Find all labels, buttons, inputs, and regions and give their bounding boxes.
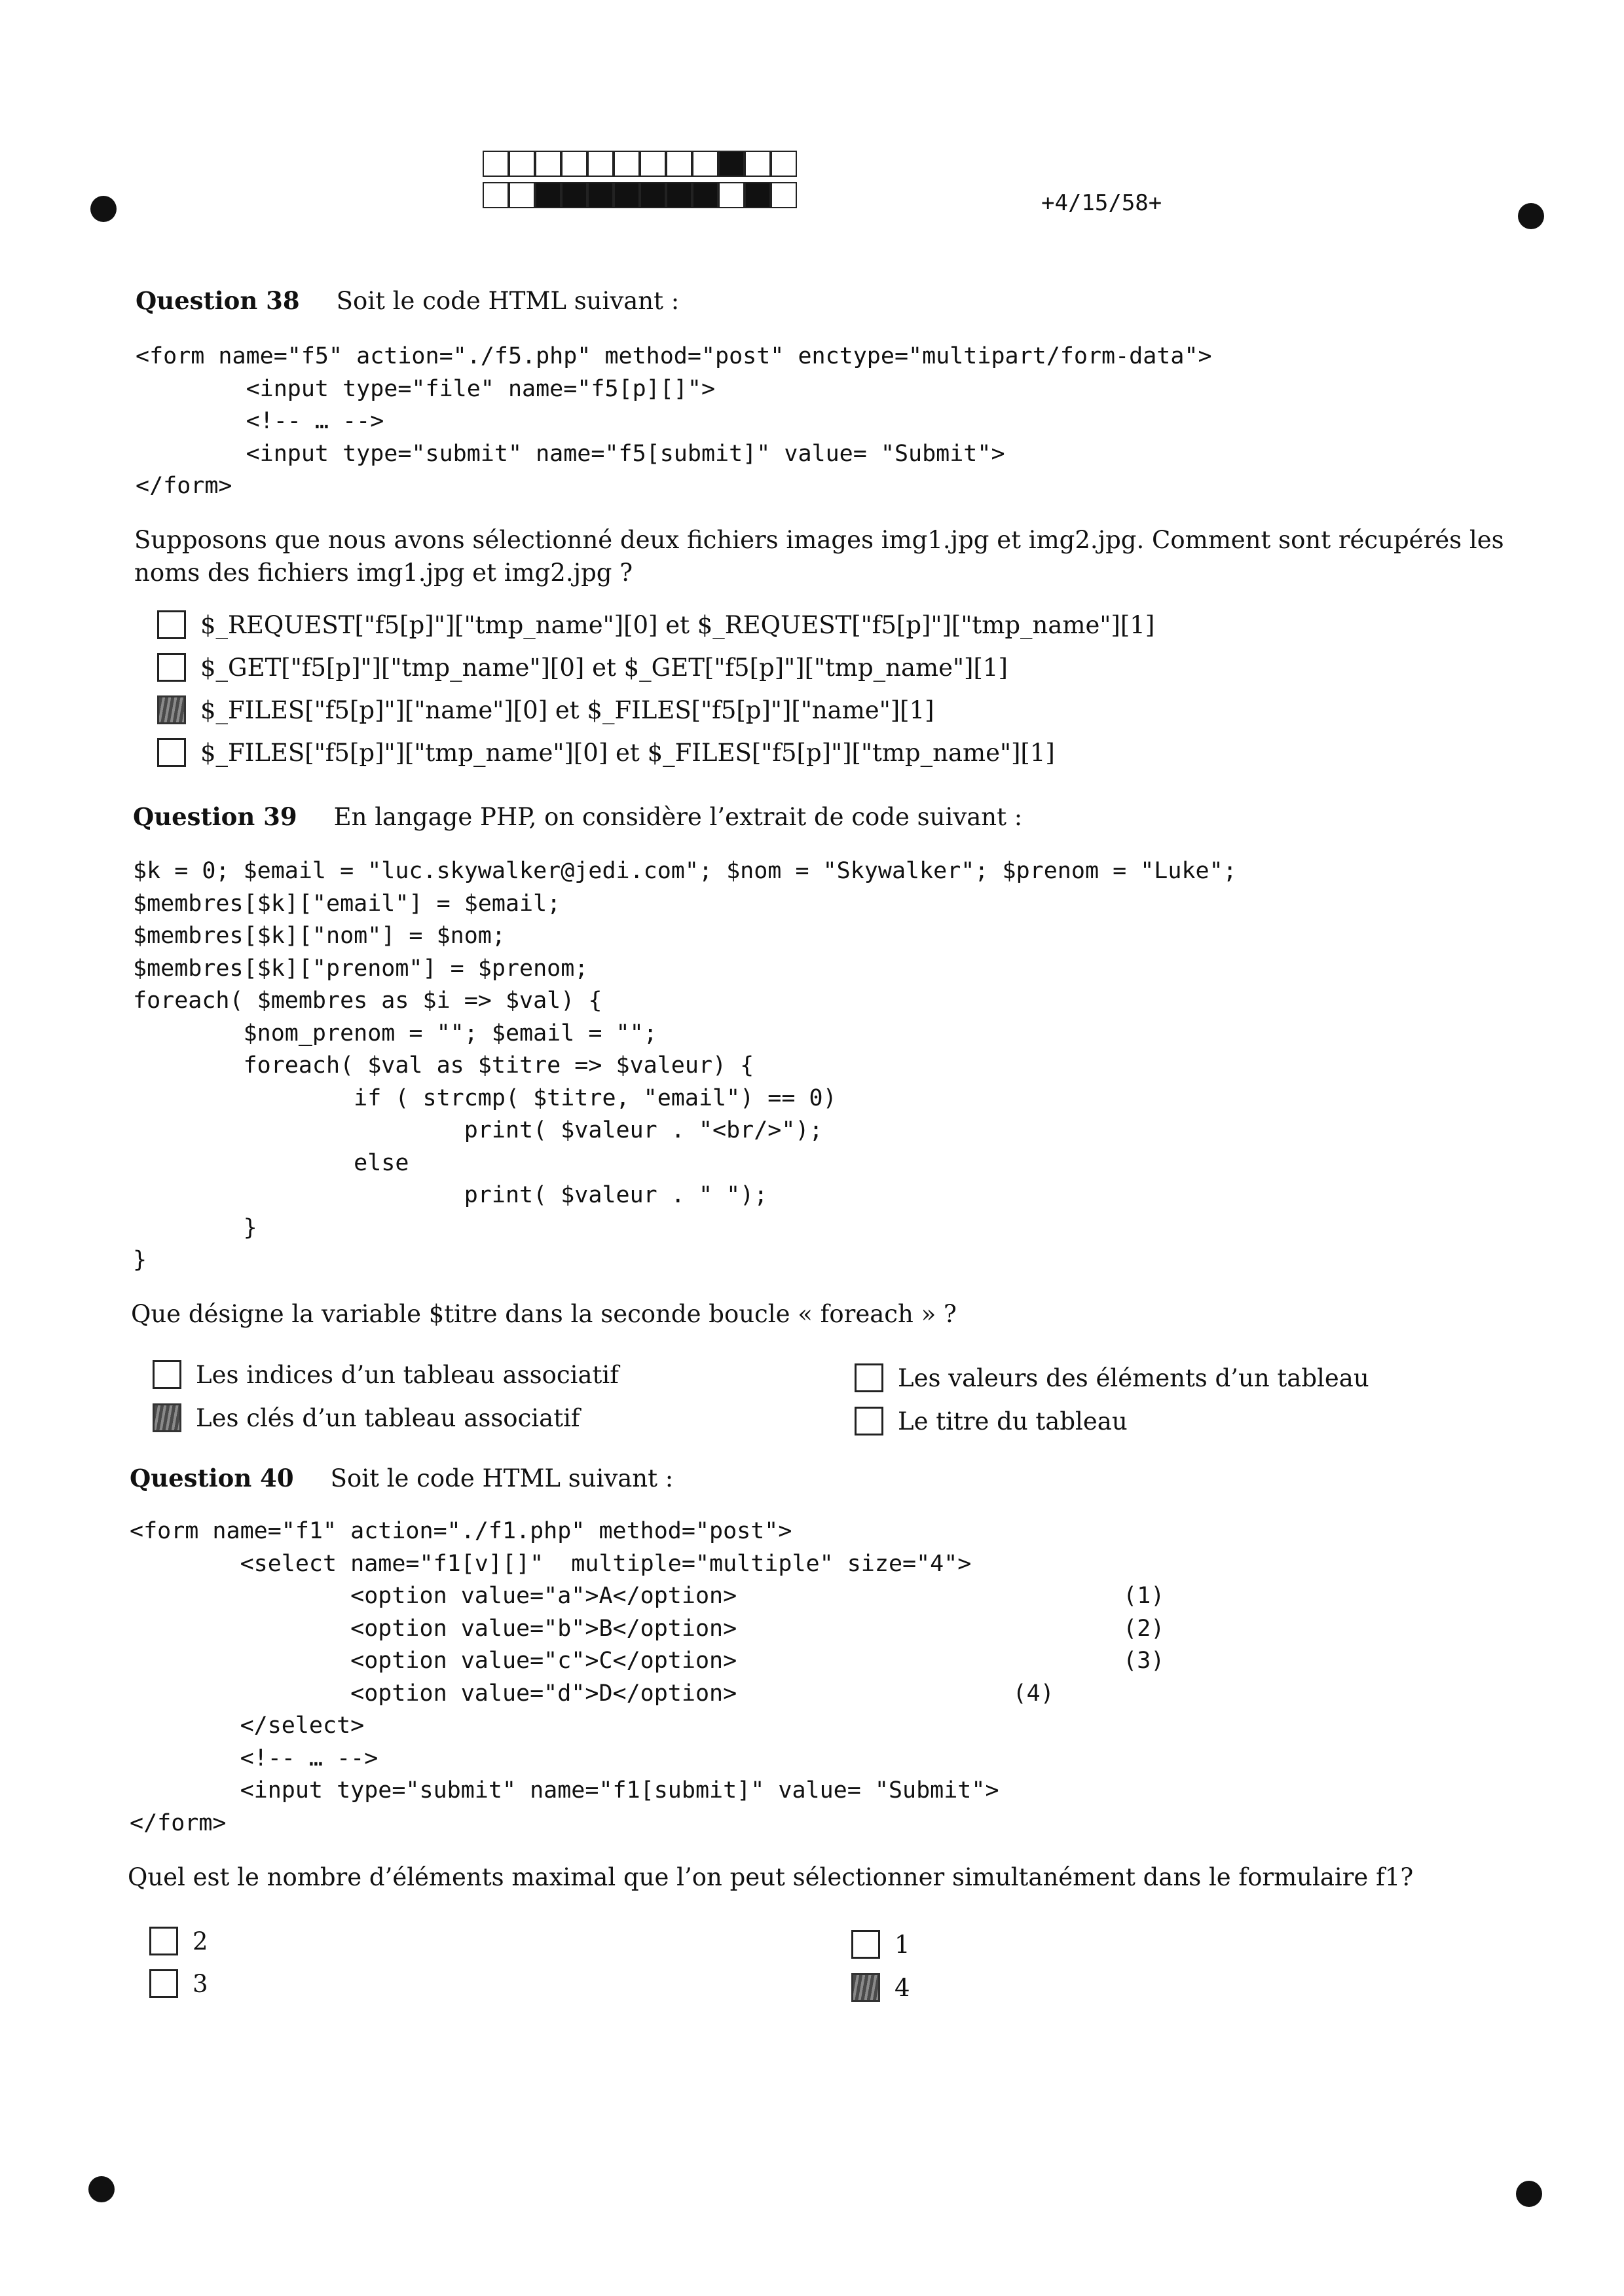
question-intro: En langage PHP, on considère l’extrait de code suivant : [333, 803, 1023, 831]
option-label: Les indices d’un tableau associatif [196, 1360, 619, 1389]
option-label: 4 [895, 1973, 910, 2002]
q39-option-1[interactable] [153, 1360, 619, 1389]
checkbox-checked[interactable] [153, 1403, 181, 1432]
barcode-cell-empty [561, 151, 587, 177]
barcode-row-1 [483, 151, 797, 177]
barcode-cell-empty [483, 151, 509, 177]
checkbox[interactable] [149, 1927, 178, 1955]
q38-option-1[interactable] [157, 610, 1154, 639]
question-number: Question 38 [136, 286, 300, 315]
q39-option-3[interactable] [855, 1363, 1369, 1392]
barcode-cell-filled [718, 151, 745, 177]
q39-option-4[interactable] [855, 1407, 1128, 1435]
option-label: 2 [193, 1927, 208, 1955]
corner-mark-top-left [90, 196, 117, 222]
question-38-header [136, 286, 679, 315]
barcode-cell-empty [771, 182, 797, 208]
corner-mark-top-right [1518, 203, 1544, 229]
q39-code-block: $k = 0; $email = "luc.skywalker@jedi.com"; $nom = "Skywalker"; $prenom = "Luke"; $membres[$k]["email"] = $email; $membres[$k]["nom"] = $nom; $membres[$k]["prenom"] = $prenom; foreach( $membres as $i => $val) { $nom_prenom = ""; $email = ""; foreach( $val as $titre => $valeur) { if ( strcmp( $titre, "email") == 0) print( $valeur . "<br/>"); else print( $valeur . " "); } } [133, 858, 1237, 1273]
q38-option-3[interactable] [157, 695, 934, 724]
q38-option-4[interactable] [157, 738, 1055, 767]
barcode-cell-empty [535, 151, 561, 177]
option-label: $_REQUEST["f5[p]"]["tmp_name"][0] et $_REQUEST["f5[p]"]["tmp_name"][1] [200, 610, 1155, 639]
corner-mark-bottom-left [88, 2176, 115, 2202]
barcode-cell-empty [509, 182, 535, 208]
option-label: Le titre du tableau [898, 1407, 1128, 1435]
option-label: $_FILES["f5[p]"]["tmp_name"][0] et $_FILES["f5[p]"]["tmp_name"][1] [200, 738, 1055, 767]
barcode-cell-filled [692, 182, 718, 208]
option-label: $_GET["f5[p]"]["tmp_name"][0] et $_GET["f5[p]"]["tmp_name"][1] [200, 653, 1008, 682]
checkbox[interactable] [855, 1363, 883, 1392]
barcode-cell-filled [666, 182, 692, 208]
checkbox[interactable] [157, 653, 186, 682]
barcode-cell-empty [509, 151, 535, 177]
q39-option-2[interactable] [153, 1403, 580, 1432]
question-39-header [133, 802, 1022, 831]
checkbox[interactable] [157, 610, 186, 639]
barcode-cell-empty [692, 151, 718, 177]
q38-option-2[interactable] [157, 653, 1008, 682]
option-label: Les clés d’un tableau associatif [196, 1403, 580, 1432]
barcode-cell-empty [483, 182, 509, 208]
barcode-cell-filled [614, 182, 640, 208]
checkbox-checked[interactable] [851, 1973, 880, 2002]
q40-option-2[interactable] [149, 1969, 208, 1998]
q38-code-block: <form name="f5" action="./f5.php" method="post" enctype="multipart/form-data"> <input type="file" name="f5[p][]"> <!-- … --> <input type="submit" name="f5[submit]" value= "Submit"> </form> [136, 343, 1212, 499]
q40-option-4[interactable] [851, 1973, 910, 2002]
corner-mark-bottom-right [1516, 2181, 1542, 2207]
question-number: Question 40 [130, 1464, 294, 1492]
barcode-cell-empty [640, 151, 666, 177]
checkbox[interactable] [153, 1360, 181, 1389]
option-label: $_FILES["f5[p]"]["name"][0] et $_FILES["f5[p]"]["name"][1] [200, 695, 934, 724]
question-intro: Soit le code HTML suivant : [336, 287, 680, 315]
question-number: Question 39 [133, 802, 297, 831]
option-label: 3 [193, 1969, 208, 1998]
barcode-cell-filled [745, 182, 771, 208]
barcode-cell-empty [587, 151, 614, 177]
barcode-cell-filled [535, 182, 561, 208]
question-intro: Soit le code HTML suivant : [330, 1464, 674, 1492]
page-id: +4/15/58+ [1041, 190, 1162, 216]
option-label: 1 [895, 1930, 910, 1959]
q38-question-text: Supposons que nous avons sélectionné deux fichiers images img1.jpg et img2.jpg. Comment sont récupérés les noms des fichiers img1.jpg et img2.jpg ? [134, 526, 1504, 587]
question-40-header [130, 1464, 673, 1492]
checkbox[interactable] [851, 1930, 880, 1959]
checkbox[interactable] [157, 738, 186, 767]
barcode-cell-empty [666, 151, 692, 177]
barcode-cell-empty [771, 151, 797, 177]
checkbox[interactable] [149, 1969, 178, 1998]
q40-option-3[interactable] [851, 1930, 910, 1959]
option-label: Les valeurs des éléments d’un tableau [898, 1363, 1369, 1392]
barcode-cell-empty [614, 151, 640, 177]
checkbox[interactable] [855, 1407, 883, 1435]
q40-option-1[interactable] [149, 1927, 208, 1955]
barcode-cell-filled [561, 182, 587, 208]
q40-code-block: <form name="f1" action="./f1.php" method="post"> <select name="f1[v][]" multiple="multiple" size="4"> <option value="a">A</option> (1) <option value="b">B</option> (2) <option value="c">C</option> (3) <option value="d">D</option> (4) </select> <!-- … --> <input type="submit" name="f1[submit]" value= "Submit"> </form> [130, 1518, 1165, 1836]
barcode-cell-filled [640, 182, 666, 208]
barcode-row-2 [483, 182, 797, 208]
barcode-cell-empty [745, 151, 771, 177]
barcode-cell-empty [718, 182, 745, 208]
q39-question-text: Que désigne la variable $titre dans la seconde boucle « foreach » ? [131, 1300, 957, 1328]
checkbox-checked[interactable] [157, 695, 186, 724]
barcode-cell-filled [587, 182, 614, 208]
q40-question-text: Quel est le nombre d’éléments maximal que l’on peut sélectionner simultanément dans le formulaire f1? [128, 1863, 1414, 1891]
